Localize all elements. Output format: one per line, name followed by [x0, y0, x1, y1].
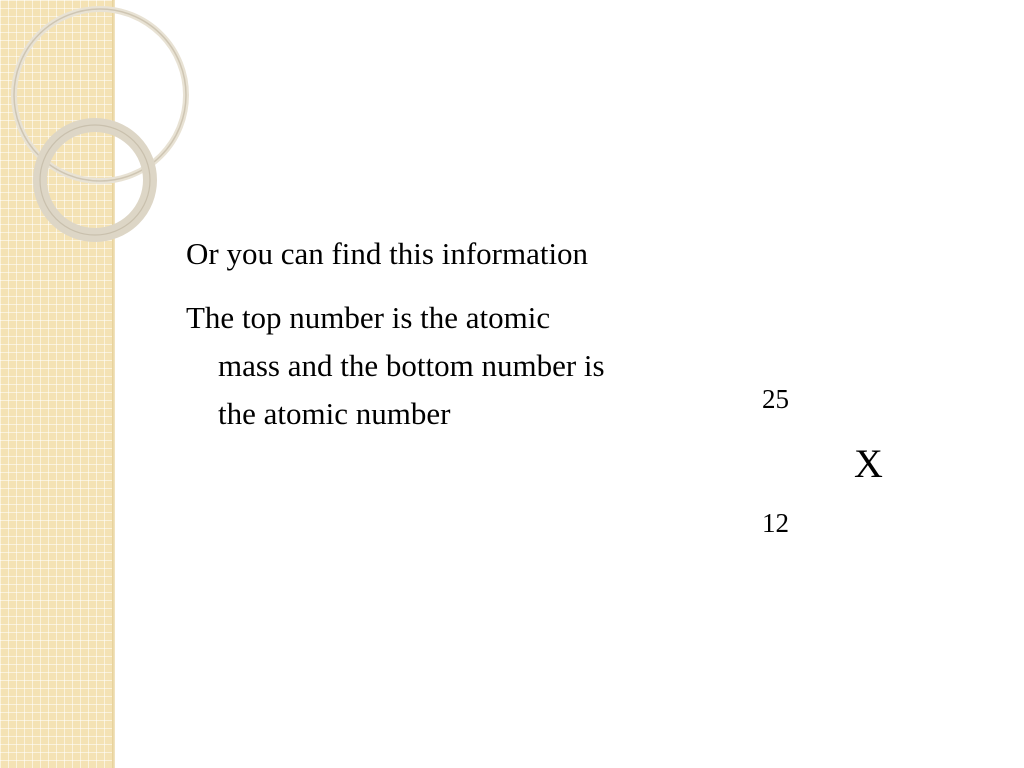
atomic-number: 12: [762, 508, 789, 538]
mass-number: 25: [762, 384, 789, 414]
decorative-rings: [0, 0, 200, 260]
isotope-notation: [700, 370, 960, 570]
bullet-list: [186, 230, 606, 454]
bullet-item: The top number is the atomic mass and the bottom number is the atomic number: [186, 300, 605, 431]
element-symbol: X: [854, 441, 883, 486]
bullet-item: Or you can find this information: [186, 236, 589, 271]
